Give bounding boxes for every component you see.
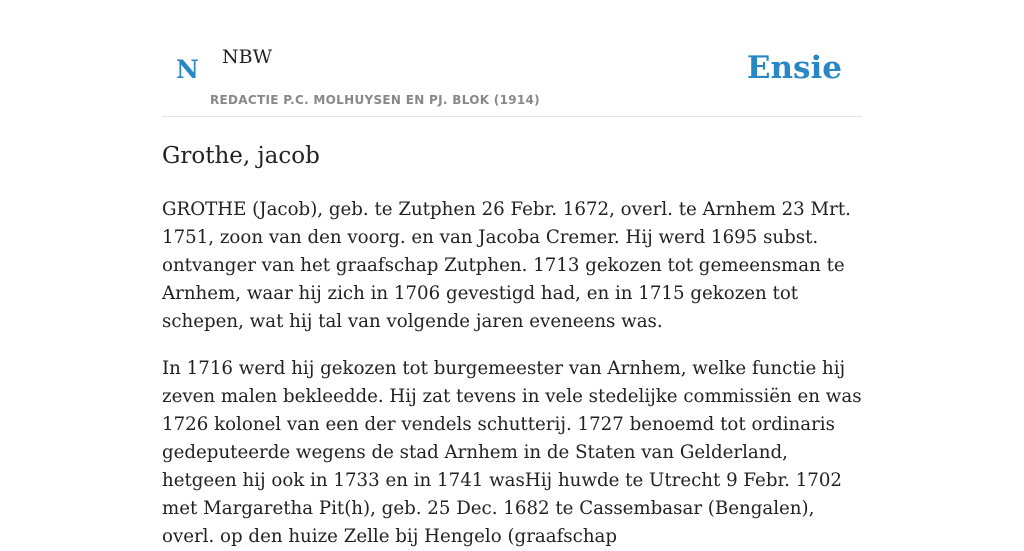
source-logo-icon[interactable]: N [176,55,199,84]
page [162,0,862,551]
article-paragraph: GROTHE (Jacob), geb. te Zutphen 26 Febr. 1672, overl. te Arnhem 23 Mrt. 1751, zoon van den voorg. en van Jacoba Cremer. Hij werd 1695 subst. ontvanger van het graafschap Zutphen. 1713 gekozen tot gemeensman te Arnhem, waar hij zich in 1706 gevestigd had, en in 1715 gekozen tot schepen, wat hij tal van volgende jaren eveneens was. [162,199,851,332]
source-subtitle: REDACTIE P.C. MOLHUYSEN EN PJ. BLOK (1914) [210,93,540,107]
header [162,0,862,117]
article-paragraph: In 1716 werd hij gekozen tot burgemeester van Arnhem, welke functie hij zeven malen bekleedde. Hij zat tevens in vele stedelijke commissiën en was 1726 kolonel van een der vendels schutterij. 1727 benoemd tot ordinaris gedeputeerde wegens de stad Arnhem in de Staten van Gelderland, hetgeen hij ook in 1733 en in 1741 wasHij huwde te Utrecht 9 Febr. 1702 met Margaretha Pit(h), geb. 25 Dec. 1682 te Cassembasar (Bengalen), overl. op den huize Zelle bij Hengelo (graafschap [162,358,862,547]
source-name[interactable]: NBW [222,46,273,68]
page-title: Grothe, jacob [162,143,320,169]
brand-logo[interactable]: Ensie [746,50,842,86]
